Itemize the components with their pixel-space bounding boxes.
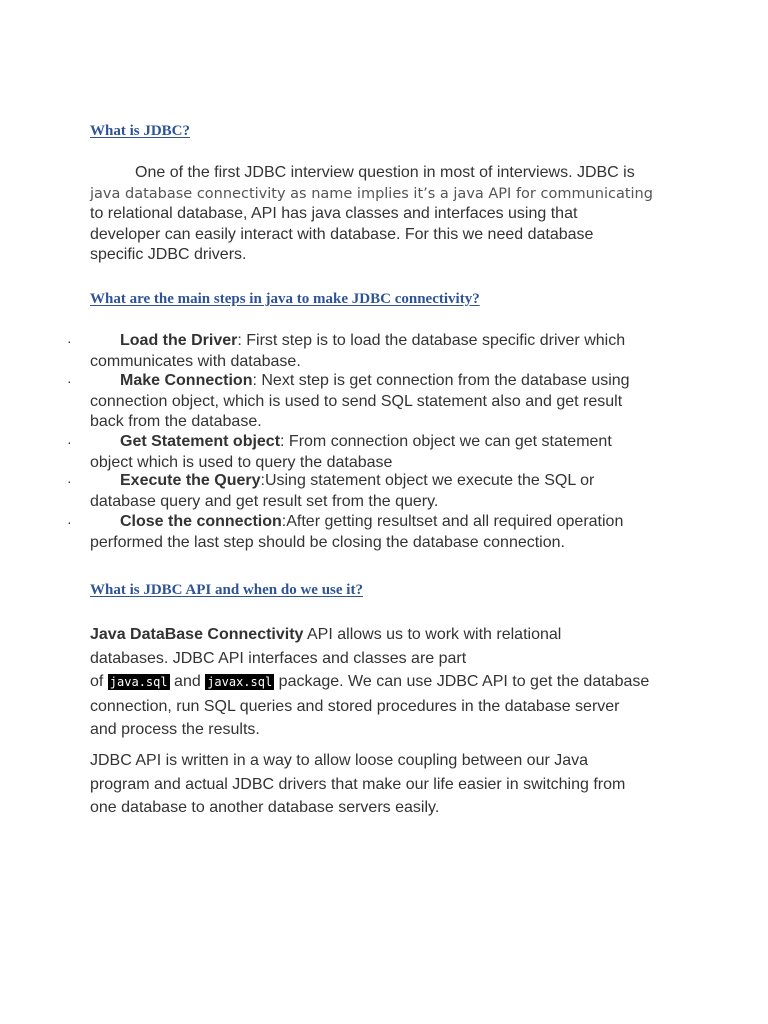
paragraph-loose-coupling: JDBC API is written in a way to allow loose coupling between our Java program and actual JDBC drivers that make our life easier in switching from one database to another database servers easily.: [90, 752, 626, 816]
document-page: What is JDBC? One of the first JDBC interview question in most of interviews. JDBC is java database connectivity as name implies it’s a java API for communicating to relational database, API has java classes and interfaces using that developer can easily interact with database. For this we need database specific JDBC drivers. What are the main steps in java to make JDBC connectivity? · Load the Driver: First step is to load the database specific driver which communicates with database. · Make Connection: Next step is get connection from the database using connection object, which is used to send SQL statement also and get result back from the database. · Get Statement object: From connection object we can get statement object which is used to query the database · Execute the Query:Using statement object we execute the SQL or database query and get result set from the query. · Close the connection:After getting resultset and all required operation performed the last step should be closing the database connection. What is JDBC API and when do we use it? Java DataBase Connectivity API allows us to work with relational databases. JDBC API interfaces and classes are part of java.sql and javax.sql package. We can use JDBC API to get the database connection, run SQL queries and stored procedures in the database server and process the results. JDBC API is written in a way to allow loose coupling between our Java program and actual JDBC drivers that make our life easier in switching from one database to another database servers easily.: [0, 0, 768, 1024]
step-title: Execute the Query: [120, 472, 261, 489]
paragraph-line: to relational database, API has java classes and interfaces using that: [90, 205, 578, 222]
heading-what-is-jdbc: What is JDBC?: [90, 123, 191, 139]
step-title: Close the connection: [120, 513, 282, 530]
paragraph-what-is-jdbc: [90, 163, 680, 266]
paragraph-line: java database connectivity as name implies it’s a java API for communicating: [90, 185, 653, 202]
bullet-dot: ·: [67, 434, 72, 450]
bold-term: Java DataBase Connectivity: [90, 626, 304, 643]
bullet-dot: ·: [67, 473, 72, 489]
paragraph-line: specific JDBC drivers.: [90, 246, 247, 263]
bullet-dot: ·: [67, 373, 72, 389]
code-java-sql: java.sql: [109, 675, 168, 689]
bullet-dot: ·: [67, 333, 72, 349]
heading-main-steps: What are the main steps in java to make JDBC connectivity?: [90, 291, 480, 307]
paragraph-line: developer can easily interact with database. For this we need database: [90, 225, 594, 243]
step-title: Get Statement object: [120, 433, 281, 450]
paragraph-line: One of the first JDBC interview question in most of interviews. JDBC is: [135, 164, 635, 181]
step-title: Make Connection: [120, 372, 253, 389]
step-title: Load the Driver: [120, 332, 238, 349]
paragraph-jdbc-api: Java DataBase Connectivity API allows us to work with relational databases. JDBC API interfaces and classes are part of java.sql and javax.sql package. We can use JDBC API to get the database connection, run SQL queries and stored procedures in the database server and process the results.: [90, 626, 650, 738]
code-javax-sql: javax.sql: [207, 675, 273, 689]
bullet-dot: ·: [67, 514, 72, 530]
heading-jdbc-api: What is JDBC API and when do we use it?: [90, 582, 363, 598]
